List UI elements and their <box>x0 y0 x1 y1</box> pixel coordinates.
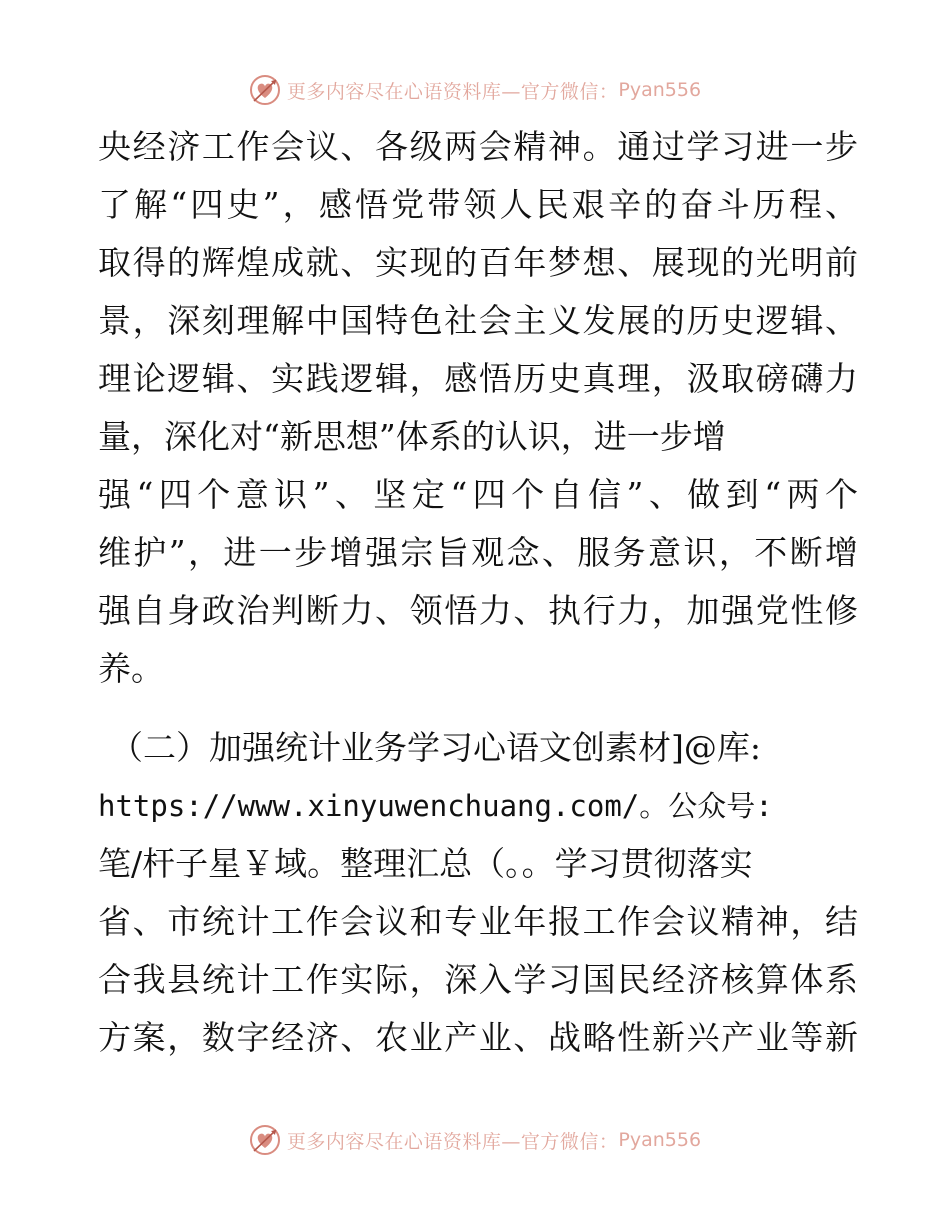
text-line: 合我县统计工作实际，深入学习国民经济核算体系 <box>98 960 858 999</box>
header-watermark <box>0 70 950 110</box>
paragraph-study-spirit <box>98 118 858 698</box>
heart-arrow-logo-icon <box>249 1124 281 1156</box>
text-line: 养。 <box>98 649 164 688</box>
watermark-wechat-id: Pyan556 <box>618 1129 702 1151</box>
text-line: 笔/杆子星￥域。整理汇总（。。学习贯彻落实 <box>98 844 753 883</box>
text-line: 量，深化对“新思想”体系的认识，进一步增 <box>98 417 726 456</box>
text-line: 维护”，进一步增强宗旨观念、服务意识，不断增 <box>98 533 858 572</box>
text-line: 理论逻辑、实践逻辑，感悟历史真理，汲取磅礴力 <box>98 359 858 398</box>
text-line: 景，深刻理解中国特色社会主义发展的历史逻辑、 <box>98 301 858 340</box>
paragraph-gap <box>98 698 858 719</box>
section-heading-line: （二）加强统计业务学习心语文创素材]@库: <box>110 728 761 767</box>
text-line: 强自身政治判断力、领悟力、执行力，加强党性修 <box>98 591 858 630</box>
heart-arrow-logo-icon <box>249 74 281 106</box>
text-line: 省、市统计工作会议和专业年报工作会议精神，结 <box>98 902 858 941</box>
footer-watermark <box>0 1120 950 1160</box>
watermark-text: 更多内容尽在心语资料库—官方微信： <box>286 80 619 103</box>
watermark-text: 更多内容尽在心语资料库—官方微信： <box>286 1130 619 1153</box>
text-line: 取得的辉煌成就、实现的百年梦想、展现的光明前 <box>98 243 858 282</box>
text-line: 方案，数字经济、农业产业、战略性新兴产业等新 <box>98 1018 858 1057</box>
text-line: 强“四个意识”、坚定“四个自信”、做到“两个 <box>98 475 858 514</box>
paragraph-statistics-study <box>98 719 858 1067</box>
url-line: https://www.xinyuwenchuang.com/。公众号: <box>98 789 773 823</box>
watermark-wechat-id: Pyan556 <box>618 79 702 101</box>
text-line: 央经济工作会议、各级两会精神。通过学习进一步 <box>98 127 858 166</box>
document-body <box>98 118 858 1067</box>
text-line: 了解“四史”，感悟党带领人民艰辛的奋斗历程、 <box>98 185 858 224</box>
